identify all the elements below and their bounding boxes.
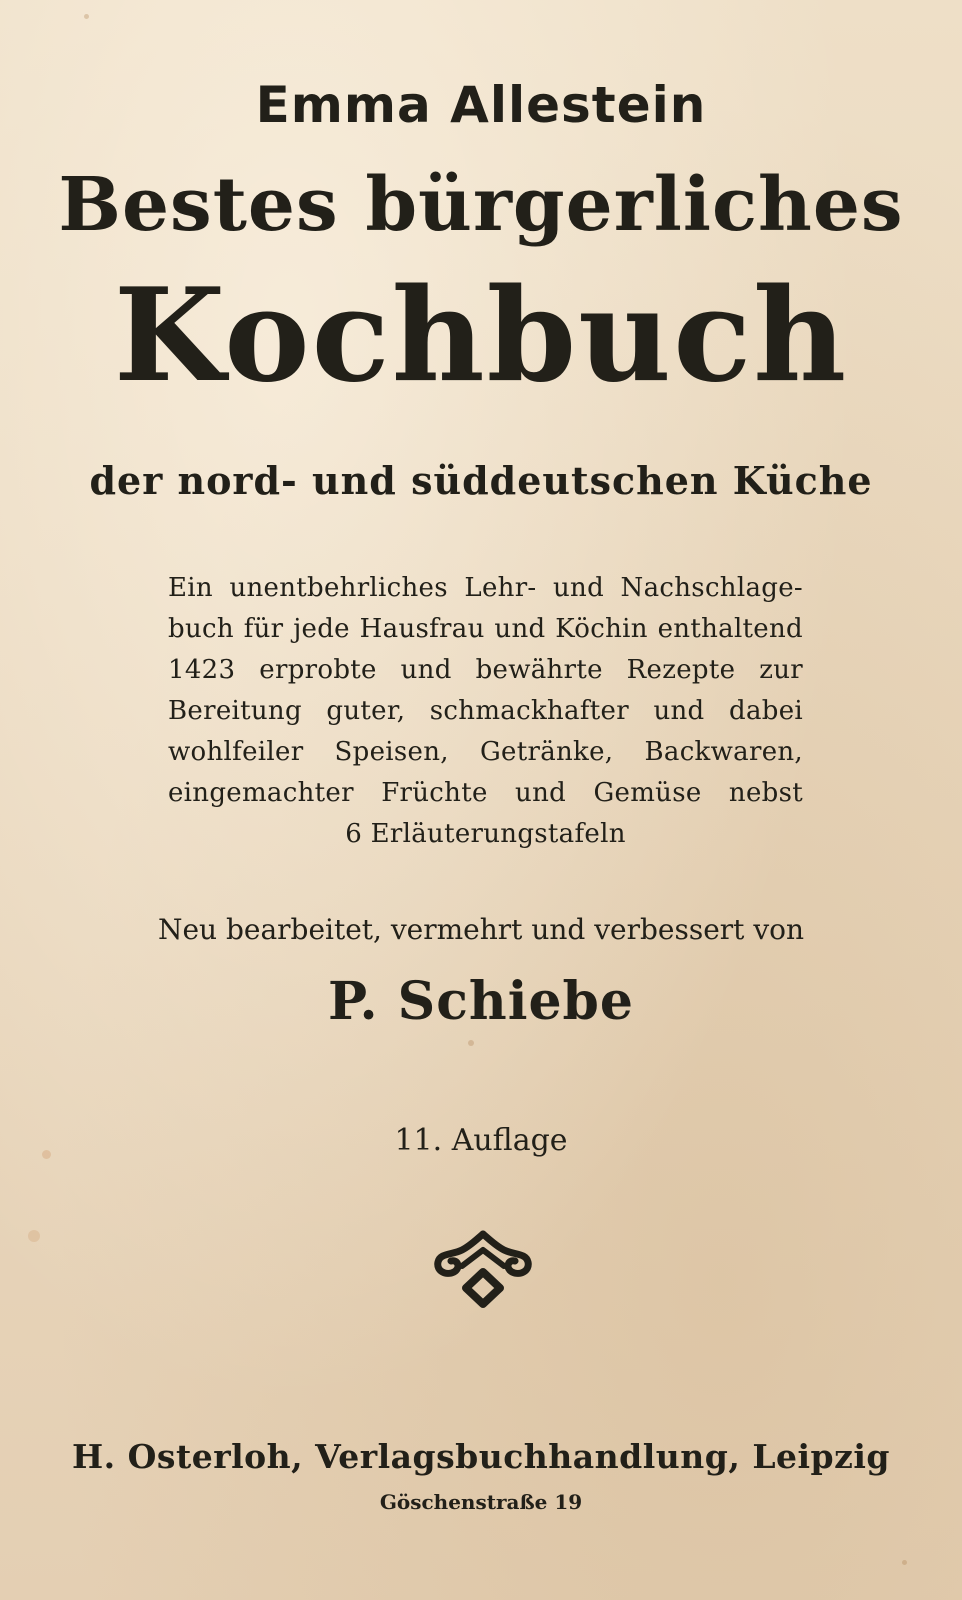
paper-speck	[902, 1560, 907, 1565]
book-title-line-1: Bestes bürgerliches	[58, 162, 904, 248]
description-line: Bereitung guter, schmackhafter und dabei	[168, 696, 803, 726]
editor-intro: Neu bearbeitet, vermehrt und verbessert von	[157, 913, 805, 946]
paper-speck	[468, 1040, 474, 1046]
description-line: Ein unentbehrliches Lehr- und Nachschlage-	[168, 573, 803, 603]
description-line: wohlfeiler Speisen, Getränke, Backwaren,	[168, 737, 803, 767]
author-name: Emma Allestein	[255, 76, 707, 134]
paper-speck	[28, 1230, 40, 1242]
publisher-line: H. Osterloh, Verlagsbuchhandlung, Leipzig	[72, 1437, 890, 1476]
paper-speck	[84, 14, 89, 19]
description-block	[168, 568, 803, 855]
description-line: 6 Erläuterungstafeln	[345, 819, 626, 849]
book-title-line-2: Kochbuch	[113, 261, 849, 411]
edition-label: 11. Auflage	[394, 1123, 568, 1158]
description-line: buch für jede Hausfrau und Köchin enthaltend	[168, 614, 803, 644]
book-subtitle: der nord- und süddeutschen Küche	[89, 458, 873, 503]
scroll-diamond-ornament-icon	[432, 1228, 534, 1310]
description-line: 1423 erprobte und bewährte Rezepte zur	[168, 655, 803, 685]
publisher-address: Göschenstraße 19	[379, 1490, 583, 1514]
editor-name: P. Schiebe	[327, 971, 634, 1032]
description-line: eingemachter Früchte und Gemüse nebst	[168, 778, 803, 808]
